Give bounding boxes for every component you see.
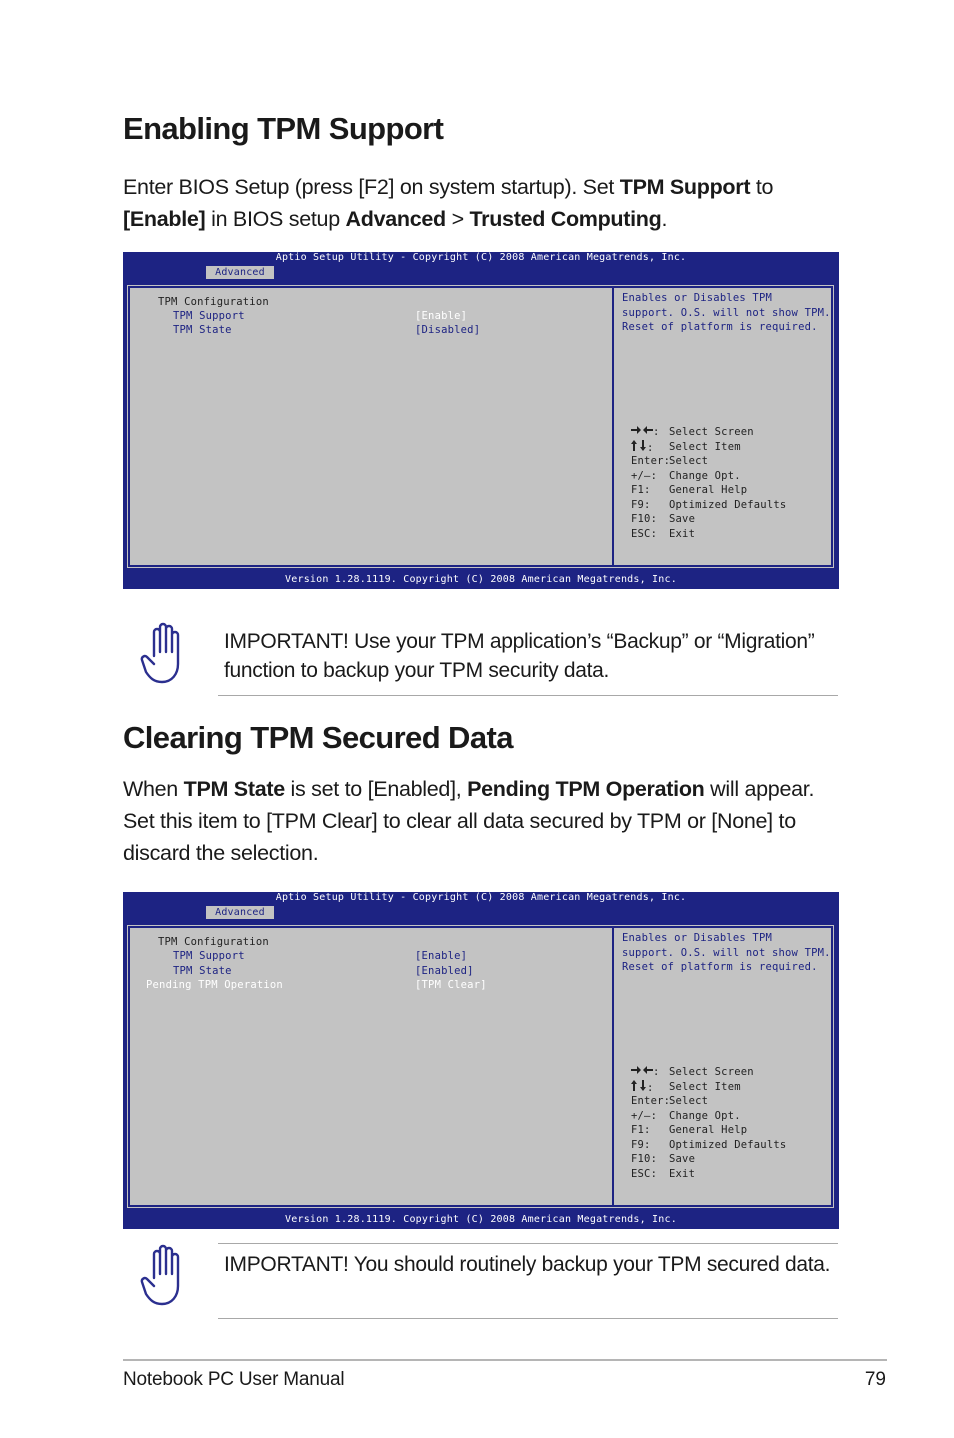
note-divider — [218, 1318, 838, 1319]
key-row — [631, 1123, 748, 1138]
bios-help-line: support. O.S. will not show TPM. — [622, 947, 831, 959]
key-label: F10: — [631, 1153, 658, 1165]
key-desc: Select Screen — [669, 426, 754, 438]
text: Enter BIOS Setup (press [F2] on system startup). Set — [123, 175, 620, 199]
key-label: +/—: — [631, 1109, 658, 1122]
key-desc: General Help — [669, 484, 748, 496]
page-number: 79 — [864, 1369, 886, 1390]
key-label: : — [647, 1081, 654, 1094]
bios-panel-divider — [612, 288, 614, 565]
key-label: ESC: — [631, 527, 658, 540]
key-label: F1: — [631, 1124, 651, 1136]
key-desc: Optimized Defaults — [669, 1138, 787, 1151]
important-note-2: IMPORTANT! You should routinely backup your TPM secured data. — [224, 1253, 831, 1276]
left-right-arrows-icon — [631, 425, 653, 435]
up-down-arrows-icon — [631, 440, 647, 451]
emphasis: TPM Support — [619, 175, 751, 199]
footer-rule — [123, 1359, 887, 1361]
section-heading-clearing-tpm: Clearing TPM Secured Data — [123, 720, 513, 755]
bios-help-line: Enables or Disables TPM — [622, 292, 772, 304]
bios-item-tpm-state: TPM State — [173, 965, 232, 977]
bios-help-line: support. O.S. will not show TPM. — [622, 307, 831, 319]
text: will appear. Set this item to [TPM Clear] to clear all data secured by TPM or [None] to discard the selection. — [123, 777, 815, 865]
key-desc: Select Item — [669, 1080, 741, 1093]
hand-stop-icon — [140, 622, 188, 686]
key-label: : — [653, 1066, 660, 1078]
key-desc: Exit — [669, 1167, 696, 1180]
text: is set to [Enabled], — [284, 777, 468, 801]
key-desc: Change Opt. — [669, 1109, 741, 1122]
bios-item-tpm-support: TPM Support — [173, 950, 245, 962]
bios-panel — [128, 926, 833, 1207]
key-row — [631, 483, 748, 498]
key-label: Enter: — [631, 455, 671, 467]
bios-value-tpm-support: [Enable] — [415, 310, 468, 322]
key-label: F9: — [631, 1138, 651, 1151]
key-label: +/—: — [631, 469, 658, 482]
note-divider — [218, 1243, 838, 1244]
key-row — [631, 454, 709, 469]
key-row — [631, 1138, 787, 1153]
key-row — [631, 1167, 696, 1182]
bios-screenshot-2 — [123, 892, 839, 1229]
key-row — [631, 1080, 741, 1095]
bios-key-legend — [631, 1065, 787, 1181]
bios-title-bar: Aptio Setup Utility - Copyright (C) 2008 American Megatrends, Inc. — [275, 252, 687, 263]
key-desc: Save — [669, 1153, 696, 1165]
bios-title-bar: Aptio Setup Utility - Copyright (C) 2008 American Megatrends, Inc. — [275, 892, 687, 903]
key-desc: General Help — [669, 1124, 748, 1136]
bios-item-tpm-support: TPM Support — [173, 310, 245, 322]
key-desc: Change Opt. — [669, 469, 741, 482]
bios-item-pending-tpm-operation: Pending TPM Operation — [146, 979, 283, 991]
emphasis: Advanced — [345, 207, 446, 231]
key-desc: Optimized Defaults — [669, 498, 787, 511]
key-desc: Exit — [669, 527, 696, 540]
text: . — [661, 207, 668, 231]
bios-value-tpm-support: [Enable] — [415, 950, 468, 962]
bios-value-tpm-state: [Enabled] — [415, 965, 474, 977]
key-label: : — [647, 441, 654, 454]
text: to — [750, 175, 774, 199]
key-row — [631, 498, 787, 513]
emphasis: Trusted Computing — [469, 207, 662, 231]
section-heading-enabling-tpm: Enabling TPM Support — [123, 111, 444, 146]
bios-value-tpm-state: [Disabled] — [415, 324, 481, 336]
emphasis: Pending TPM Operation — [467, 777, 705, 801]
key-label: Enter: — [631, 1095, 671, 1107]
key-row — [631, 1152, 696, 1167]
section-intro-clearing-tpm — [123, 773, 838, 869]
bios-screenshot-1 — [123, 252, 839, 589]
hand-stop-icon — [140, 1244, 188, 1308]
bios-tab-advanced: Advanced — [206, 266, 274, 279]
bios-version-bar: Version 1.28.1119. Copyright (C) 2008 American Megatrends, Inc. — [285, 1214, 677, 1225]
up-down-arrows-icon — [631, 1080, 647, 1091]
bios-panel — [128, 286, 833, 567]
key-label: : — [653, 426, 660, 438]
key-row — [631, 1094, 709, 1109]
key-desc: Select Screen — [669, 1066, 754, 1078]
bios-panel-divider — [612, 928, 614, 1205]
bios-section-label: TPM Configuration — [158, 296, 269, 308]
key-label: F9: — [631, 498, 651, 511]
emphasis: [Enable] — [123, 207, 206, 231]
key-row — [631, 469, 741, 484]
bios-item-tpm-state: TPM State — [173, 324, 232, 336]
key-desc: Select Item — [669, 440, 741, 453]
bios-key-legend — [631, 425, 787, 541]
bios-section-label: TPM Configuration — [158, 936, 269, 948]
bios-help-line: Enables or Disables TPM — [622, 932, 772, 944]
bios-help-line: Reset of platform is required. — [622, 321, 818, 333]
key-row — [631, 440, 741, 455]
key-row — [631, 527, 696, 542]
key-row — [631, 1109, 741, 1124]
key-row — [631, 1065, 754, 1080]
key-label: F1: — [631, 484, 651, 496]
key-row — [631, 512, 696, 527]
note-divider — [218, 695, 838, 696]
bios-version-bar: Version 1.28.1119. Copyright (C) 2008 American Megatrends, Inc. — [285, 574, 677, 585]
left-right-arrows-icon — [631, 1065, 653, 1075]
text: > — [445, 207, 470, 231]
text: When — [123, 777, 184, 801]
text: in BIOS setup — [205, 207, 346, 231]
section-intro-enabling-tpm — [123, 171, 838, 235]
footer-manual-title: Notebook PC User Manual — [123, 1369, 345, 1390]
key-desc: Save — [669, 513, 696, 525]
bios-tab-advanced: Advanced — [206, 906, 274, 919]
key-desc: Select — [669, 455, 709, 467]
key-label: F10: — [631, 513, 658, 525]
key-label: ESC: — [631, 1167, 658, 1180]
key-row — [631, 425, 754, 440]
bios-value-pending-tpm-operation: [TPM Clear] — [415, 979, 487, 991]
bios-help-line: Reset of platform is required. — [622, 961, 818, 973]
important-note-1: IMPORTANT! Use your TPM application’s “Backup” or “Migration” function to backup your TPM security data. — [224, 630, 815, 682]
emphasis: TPM State — [183, 777, 285, 801]
key-desc: Select — [669, 1095, 709, 1107]
